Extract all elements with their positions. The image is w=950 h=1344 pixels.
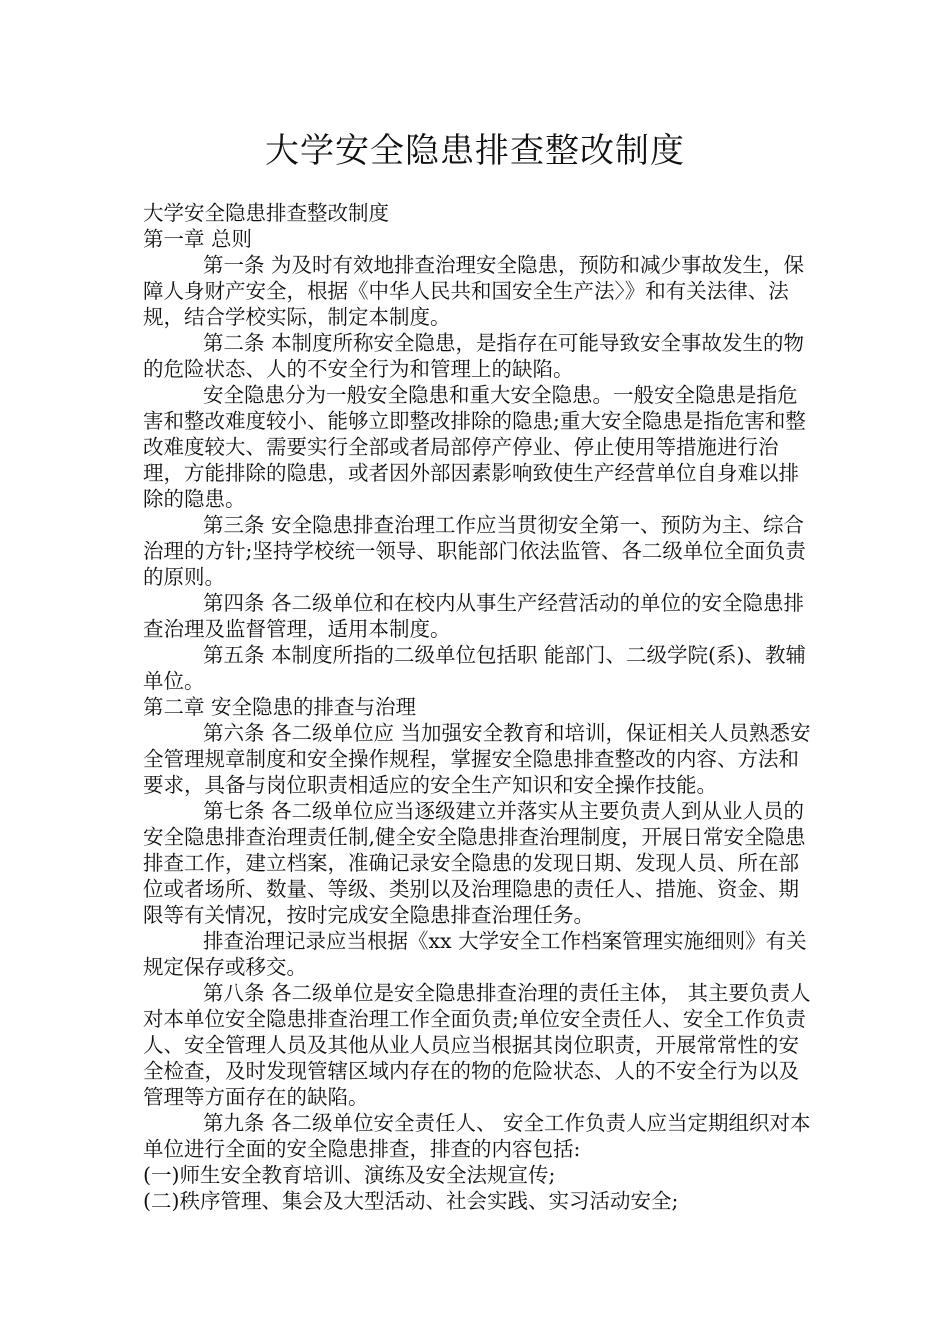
chapter-1-heading: 第一章 总则 bbox=[143, 227, 253, 251]
article-1: 第一条 为及时有效地排查治理安全隐患，预防和减少事故发生，保障人身财产安全，根据《中华人民共和国安全生产法〉》和有关法律、法规，结合学校实际，制定本制度。 bbox=[143, 253, 805, 329]
document-body bbox=[143, 200, 815, 1214]
article-5: 第五条 本制度所指的二级单位包括职 能部门、二级学院(系)、教辅单位。 bbox=[143, 643, 807, 693]
article-6: 第六条 各二级单位应 当加强安全教育和培训，保证相关人员熟悉安全管理规章制度和安全操作规程，掌握安全隐患排查整改的内容、方法和要求，具备与岗位职责相适应的安全生产知识和安全操作技能。 bbox=[143, 721, 811, 797]
article-7: 第七条 各二级单位应当逐级建立并落实从主要负责人到从业人员的安全隐患排查治理责任制,健全安全隐患排查治理制度，开展日常安全隐患排查工作，建立档案，准确记录安全隐患的发现日期、发现人员、所在部位或者场所、数量、等级、类别以及治理隐患的责任人、措施、资金、期限等有关情况，按时完成安全隐患排查治理任务。 bbox=[143, 799, 806, 927]
document-title: 大学安全隐患排查整改制度 bbox=[265, 131, 685, 171]
article-4: 第四条 各二级单位和在校内从事生产经营活动的单位的安全隐患排查治理及监督管理，适用本制度。 bbox=[143, 591, 805, 641]
article-3: 第三条 安全隐患排查治理工作应当贯彻安全第一、预防为主、综合治理的方针;坚持学校统一领导、职能部门依法监管、各二级单位全面负责的原则。 bbox=[143, 513, 806, 589]
article-9: 第九条 各二级单位安全责任人、 安全工作负责人应当定期组织对本单位进行全面的安全隐患排查，排查的内容包括: bbox=[143, 1111, 811, 1161]
article-2-note: 安全隐患分为一般安全隐患和重大安全隐患。一般安全隐患是指危害和整改难度较小、能够立即整改排除的隐患;重大安全隐患是指危害和整改难度较大、需要实行全部或者局部停产停业、停止使用等措施进行治理，方能排除的隐患，或者因外部因素影响致使生产经营单位自身难以排除的隐患。 bbox=[143, 383, 806, 511]
article-7-note: 排查治理记录应当根据《xx 大学安全工作档案管理实施细则》有关规定保存或移交。 bbox=[143, 929, 807, 979]
article-8: 第八条 各二级单位是安全隐患排查治理的责任主体， 其主要负责人对本单位安全隐患排查治理工作全面负责;单位安全责任人、安全工作负责人、安全管理人员及其他从业人员应当根据其岗位职责，开展常常性的安全检查，及时发现管辖区域内存在的物的危险状态、人的不安全行为以及管理等方面存在的缺陷。 bbox=[143, 981, 811, 1109]
document-subtitle: 大学安全隐患排查整改制度 bbox=[143, 201, 389, 225]
list-item-2: (二)秩序管理、集会及大型活动、社会实践、实习活动安全; bbox=[143, 1189, 679, 1213]
list-item-1: (一)师生安全教育培训、演练及安全法规宣传; bbox=[143, 1163, 556, 1187]
article-2: 第二条 本制度所称安全隐患，是指存在可能导致安全事故发生的物的危险状态、人的不安全行为和管理上的缺陷。 bbox=[143, 331, 805, 381]
chapter-2-heading: 第二章 安全隐患的排查与治理 bbox=[143, 695, 417, 719]
